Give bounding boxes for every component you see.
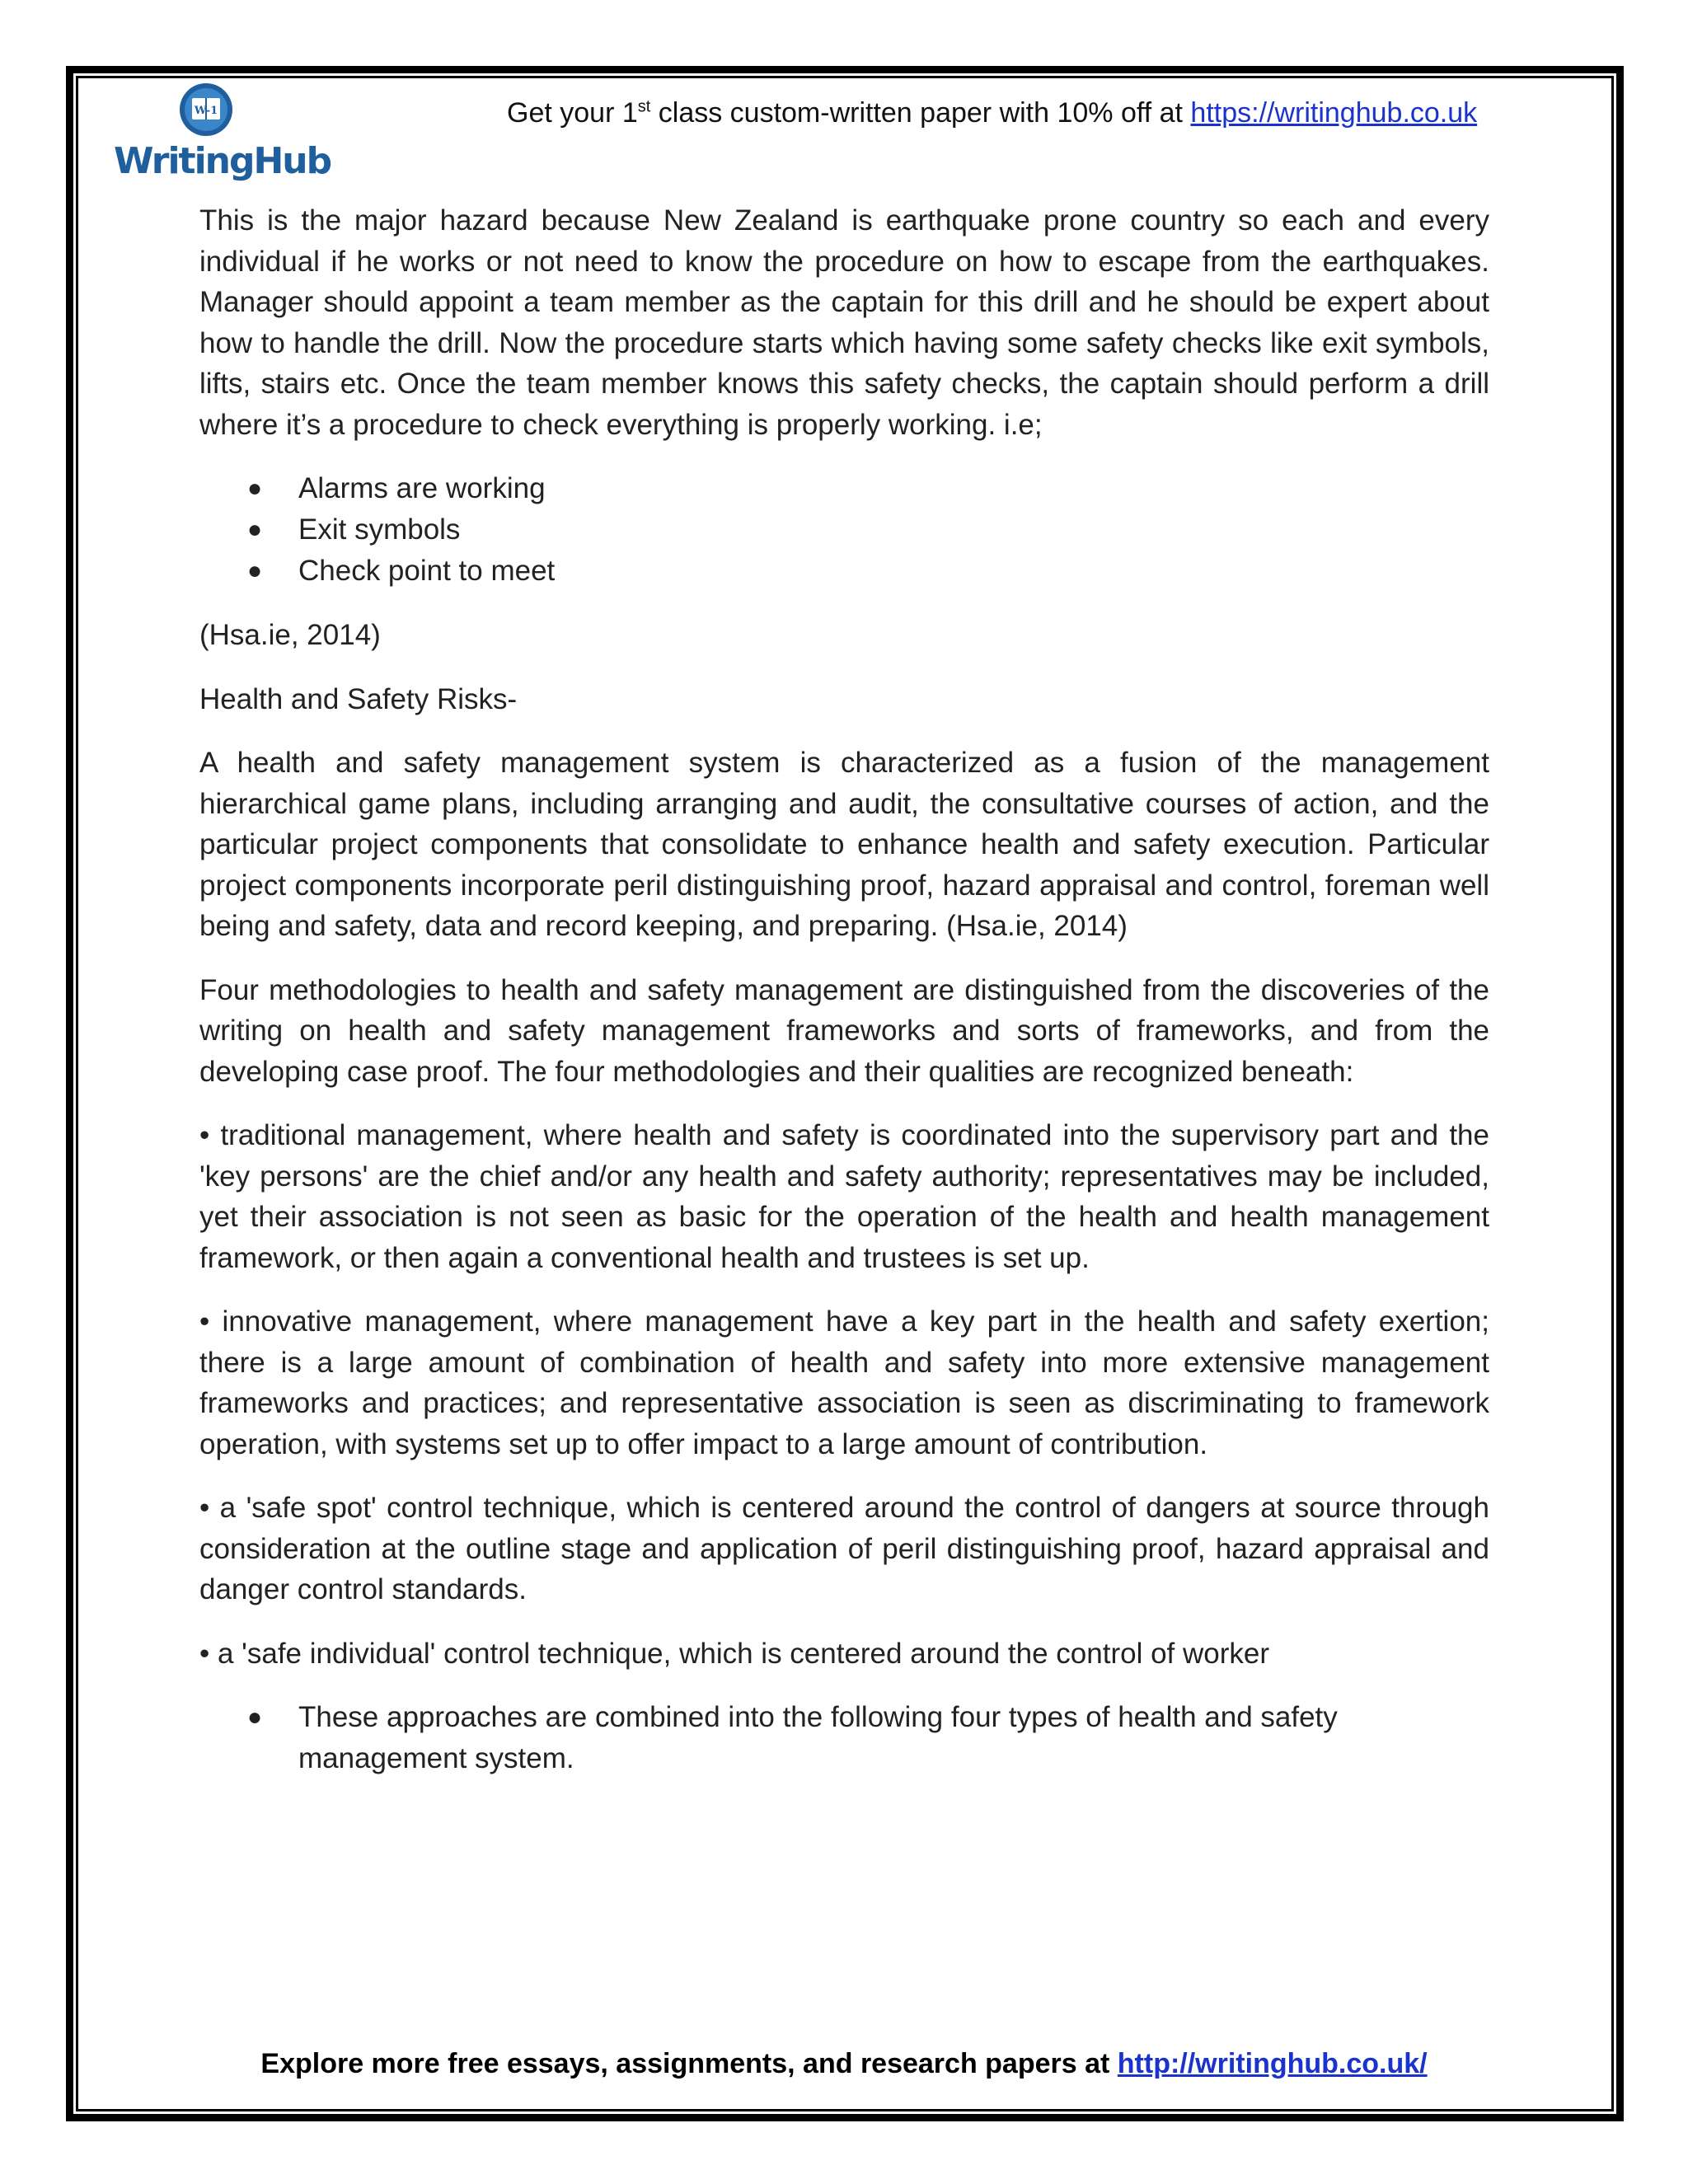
header-prefix: Get your 1 — [507, 97, 638, 129]
header-middle: class custom-written paper with 10% off at — [650, 97, 1191, 129]
checks-list — [199, 468, 1489, 592]
footer-text: Explore more free essays, assignments, and research papers at — [260, 2048, 1118, 2079]
closing-list — [199, 1697, 1489, 1779]
section-heading: Health and Safety Risks- — [199, 682, 518, 715]
intro-paragraph: This is the major hazard because New Zealand is earthquake prone country so each and every individual if he works or not need to know the procedure on how to escape from the earthquakes. Manager should appoint a team member as the captain for this drill and he should be expert about how to handle the drill. Now the procedure starts which having some safety checks like exit symbols, lifts, stairs etc. Once the team member knows this safety checks, the captain should perform a drill where it’s a procedure to check everything is properly working. i.e; — [199, 204, 1489, 441]
list-item: ● These approaches are combined into the following four types of health and safety management system. — [199, 1697, 1489, 1779]
approach-4: • a 'safe individual' control technique, which is centered around the control of worker — [199, 1637, 1270, 1670]
approach-3: • a 'safe spot' control technique, which is centered around the control of dangers at source through consideration at the outline stage and application of peril distinguishing proof, hazard appraisal and danger control standards. — [199, 1492, 1489, 1605]
bullet-icon: ● — [247, 516, 263, 543]
bullet-icon: ● — [247, 557, 263, 584]
footer — [0, 2048, 1688, 2080]
footer-link[interactable]: http://writinghub.co.uk/ — [1117, 2048, 1428, 2079]
logo-monogram: W-1 — [194, 105, 218, 117]
document-body — [199, 200, 1489, 1802]
header-superscript: st — [637, 97, 651, 116]
approach-2: • innovative management, where management have a key part in the health and safety exertion; there is a large amount of combination of health and safety into more extensive management frameworks and practices; and representative association is seen as discriminating to framework operation, with systems set up to offer impact to a large amount of contribution. — [199, 1305, 1489, 1460]
list-item: ● Check point to meet — [199, 551, 1489, 592]
bullet-icon: ● — [247, 475, 263, 502]
bullet-icon: ● — [247, 1704, 263, 1731]
paragraph-1: A health and safety management system is characterized as a fusion of the management hierarchical game plans, including arranging and audit, the consultative courses of action, and the particular project components that consolidate to enhance health and safety execution. Particular project components incorporate peril distinguishing proof, hazard appraisal and control, foreman well being and safety, data and record keeping, and preparing. (Hsa.ie, 2014) — [199, 747, 1489, 942]
header-link[interactable]: https://writinghub.co.uk — [1190, 97, 1478, 129]
list-item: ● Alarms are working — [199, 468, 1489, 509]
header-promo — [507, 97, 1477, 129]
paragraph-2: Four methodologies to health and safety management are distinguished from the discoveries of the writing on health and safety management frameworks and sorts of frameworks, and from the developing case proof. The four methodologies and their qualities are recognized beneath: — [199, 973, 1489, 1088]
approach-1: • traditional management, where health and safety is coordinated into the supervisory part and the 'key persons' are the chief and/or any health and safety authority; representatives may be included, yet their association is not seen as basic for the operation of the health and health management framework, or then again a conventional health and trustees is set up. — [199, 1119, 1489, 1274]
logo-wordmark: WritingHub — [114, 140, 331, 182]
list-item: ● Exit symbols — [199, 509, 1489, 551]
citation: (Hsa.ie, 2014) — [199, 619, 381, 651]
